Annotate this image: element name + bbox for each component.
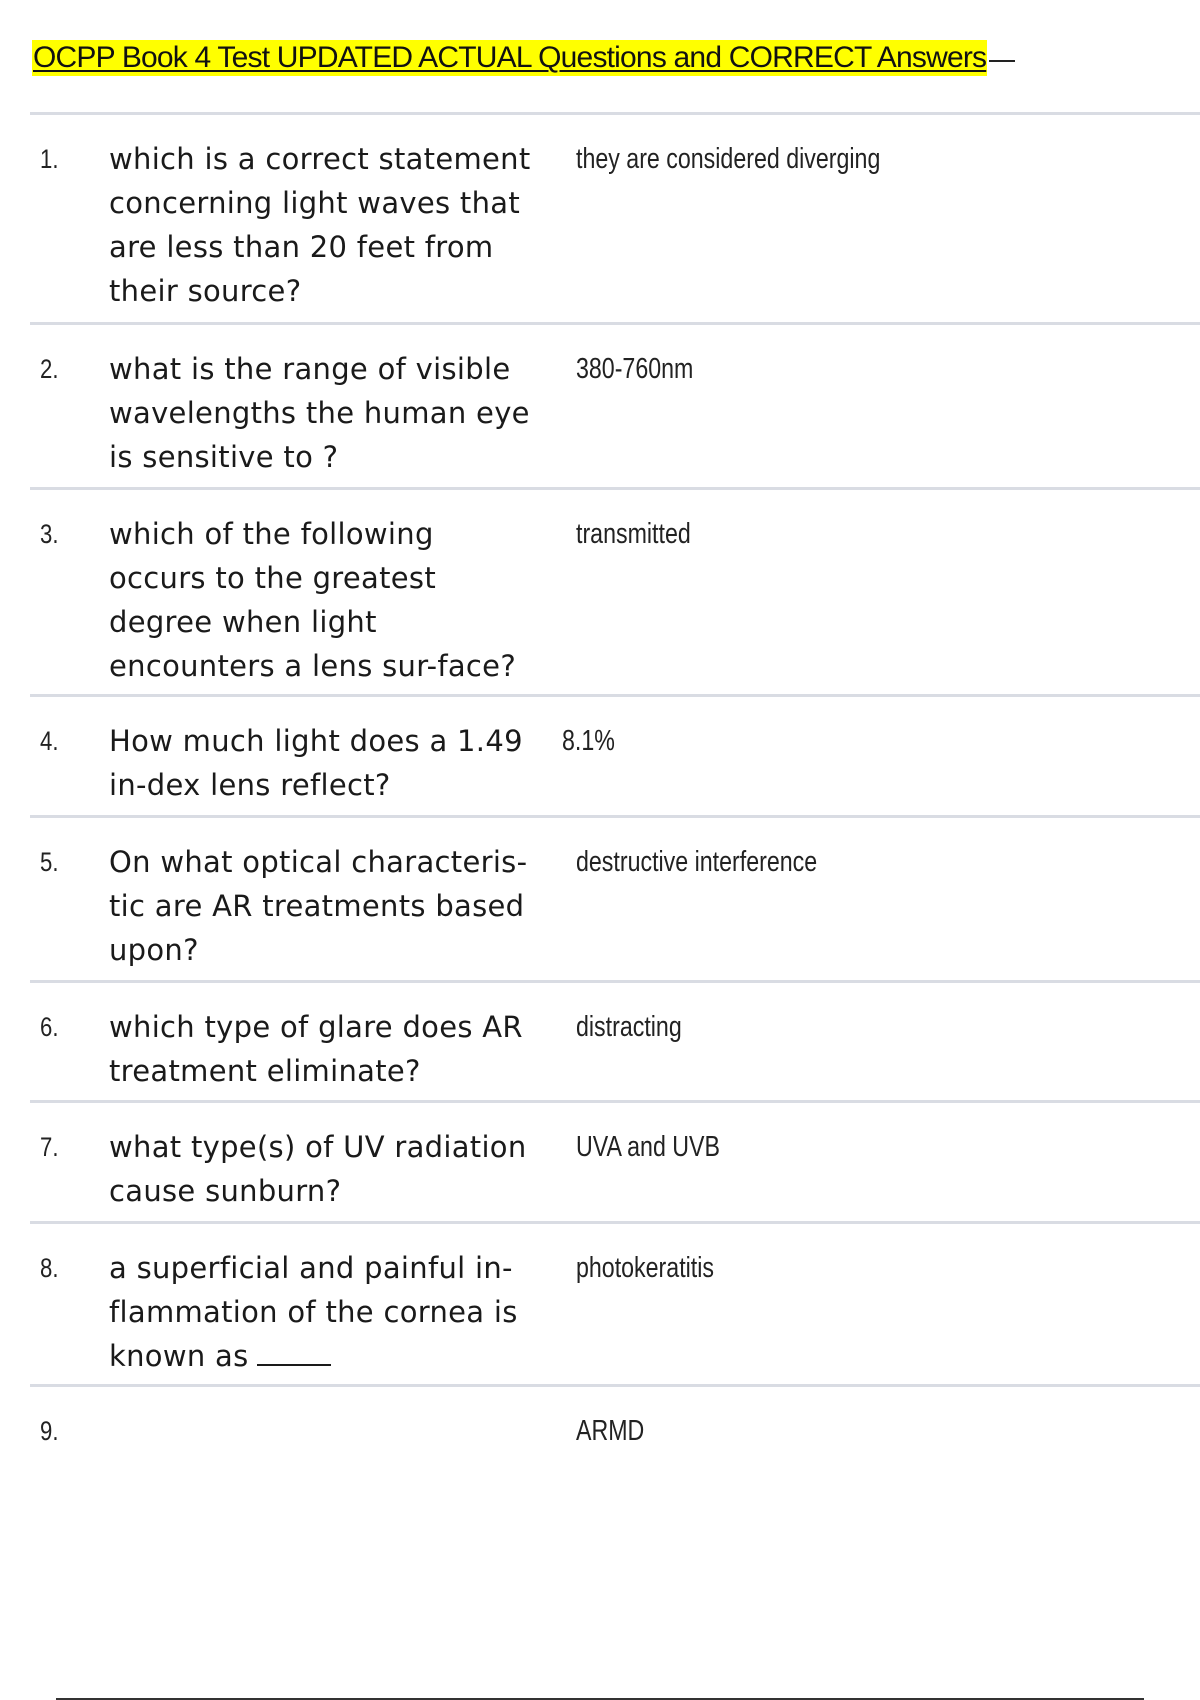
answer-text: UVA and UVB: [576, 1131, 721, 1163]
question-number: 6.: [40, 1012, 59, 1042]
qa-row-8: [30, 1221, 1200, 1384]
document-title: OCPP Book 4 Test UPDATED ACTUAL Questions and CORRECT Answers: [33, 41, 987, 74]
question-text: which type of glare does AR treatment eliminate?: [109, 1010, 523, 1088]
qa-row-2: [30, 322, 1200, 487]
qa-row-7: [30, 1100, 1200, 1221]
qa-row-6: [30, 980, 1200, 1100]
answer-text: photokeratitis: [576, 1252, 714, 1284]
question-text: which of the following occurs to the greatest degree when light encounters a lens sur-face?: [109, 517, 517, 683]
answer-text: destructive interference: [576, 846, 818, 878]
question-number: 8.: [40, 1253, 59, 1283]
question-number: 5.: [40, 847, 59, 877]
answer-text: transmitted: [576, 518, 691, 550]
qa-row-4: [30, 694, 1200, 815]
title-dash: [989, 60, 1015, 62]
question-number: 4.: [40, 726, 59, 756]
question-number: 3.: [40, 519, 59, 549]
answer-text: 380-760nm: [576, 353, 694, 385]
qa-row-9: [30, 1384, 1200, 1504]
question-number: 7.: [40, 1132, 59, 1162]
qa-row-3: [30, 487, 1200, 694]
title-bar: [32, 40, 1152, 80]
question-number: 9.: [40, 1416, 59, 1446]
question-number: 1.: [40, 144, 59, 174]
question-text: which is a correct statement concerning light waves that are less than 20 feet from their source?: [109, 142, 531, 308]
qa-row-5: [30, 815, 1200, 980]
answer-text: 8.1%: [562, 725, 615, 757]
question-number: 2.: [40, 354, 59, 384]
answer-text: distracting: [576, 1011, 682, 1043]
fill-in-blank: [257, 1342, 331, 1366]
question-text: what type(s) of UV radiation cause sunburn?: [109, 1130, 527, 1208]
qa-row-1: [30, 112, 1200, 322]
question-text: On what optical characteris-tic are AR treatments based upon?: [109, 845, 528, 967]
question-text: what is the range of visible wavelengths the human eye is sensitive to ?: [109, 352, 530, 474]
question-text: a superficial and painful in-flammation of the cornea is known as: [109, 1251, 518, 1373]
answer-text: they are considered diverging: [576, 143, 881, 175]
question-text: How much light does a 1.49 in-dex lens reflect?: [109, 724, 523, 802]
qa-list: [30, 112, 1200, 1504]
answer-text: ARMD: [576, 1415, 645, 1447]
